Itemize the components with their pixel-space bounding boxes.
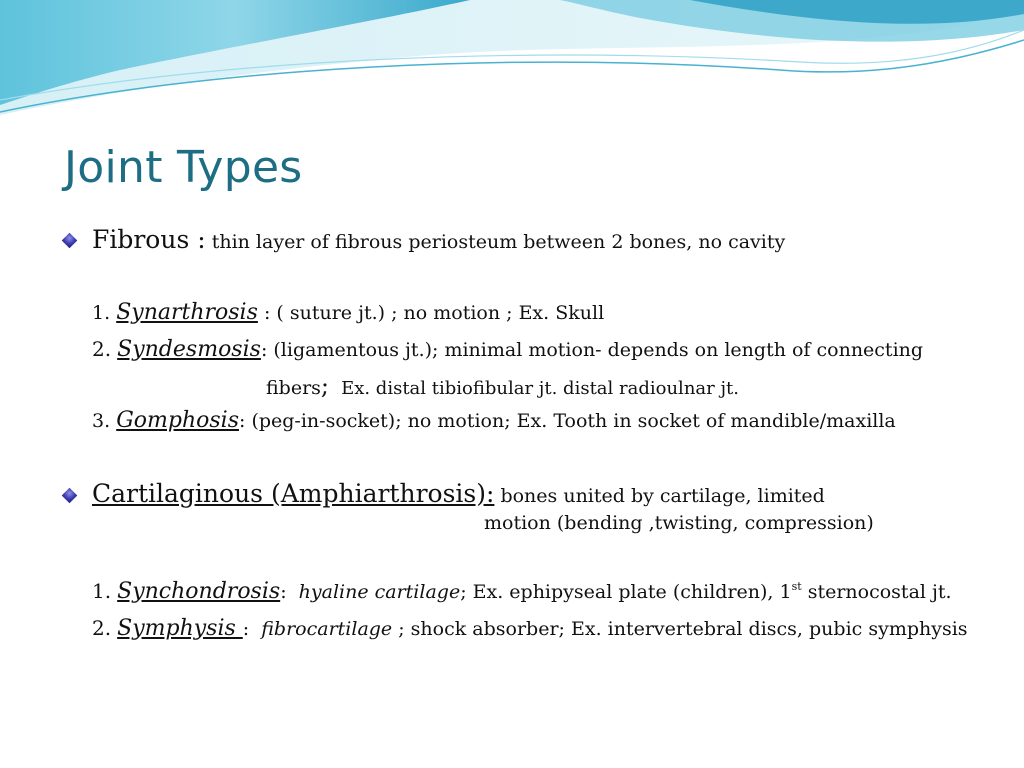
diamond-bullet-icon [62,233,78,249]
separator: : [263,302,271,324]
gomphosis-description: (peg-in-socket); no motion; Ex. Tooth in socket of mandible/maxilla [251,410,896,432]
symphysis-description: ; shock absorber; Ex. intervertebral discs, pubic symphysis [392,618,968,640]
symphysis-line [92,616,968,641]
header-wave-decoration [0,0,1024,130]
diamond-bullet-icon [62,488,78,504]
semicolon: ; [320,372,330,400]
item-number: 3. [92,410,111,432]
syndesmosis-description: (ligamentous jt.); minimal motion- depends on length of connecting [273,339,924,361]
separator: : [242,618,250,640]
syndesmosis-continuation [266,372,739,400]
cartilaginous-description: bones united by cartilage, limited [500,485,825,507]
cartilaginous-continuation [484,512,874,534]
item-number: 2. [92,337,112,361]
cartilaginous-description-cont: motion (bending ,twisting, compression) [484,512,874,534]
superscript: st [791,580,802,593]
synchondrosis-tissue: hyaline cartilage [298,581,461,603]
synarthrosis-term: Synarthrosis [116,300,258,325]
gomphosis-term: Gomphosis [116,408,239,433]
syndesmosis-term: Syndesmosis [117,337,261,362]
item-number: 1. [92,302,111,324]
syndesmosis-cont-a: fibers [266,377,321,399]
separator: : [260,339,268,361]
syndesmosis-line [92,337,923,362]
item-number: 1. [92,579,112,603]
fibrous-line [92,225,785,254]
synchondrosis-term: Synchondrosis [117,579,281,604]
syndesmosis-cont-b: Ex. distal tibiofibular jt. distal radioulnar jt. [341,378,740,399]
synchondrosis-description-end: sternocostal jt. [801,581,952,603]
fibrous-description: thin layer of fibrous periosteum between 2 bones, no cavity [211,231,786,253]
cartilaginous-line [92,479,825,508]
symphysis-term: Symphysis [117,616,243,641]
synchondrosis-line [92,579,952,604]
gomphosis-line [92,408,896,433]
separator: : [238,410,246,432]
synarthrosis-description: ( suture jt.) ; no motion ; Ex. Skull [276,302,605,324]
synarthrosis-line [92,300,604,325]
symphysis-tissue: fibrocartilage [261,618,393,640]
item-number: 2. [92,616,112,640]
separator: : [280,581,287,603]
slide-title: Joint Types [64,142,303,193]
cartilaginous-heading: Cartilaginous (Amphiarthrosis): [92,479,495,508]
fibrous-heading: Fibrous : [92,225,206,254]
synchondrosis-description: ; Ex. ephipyseal plate (children), 1 [460,581,792,603]
